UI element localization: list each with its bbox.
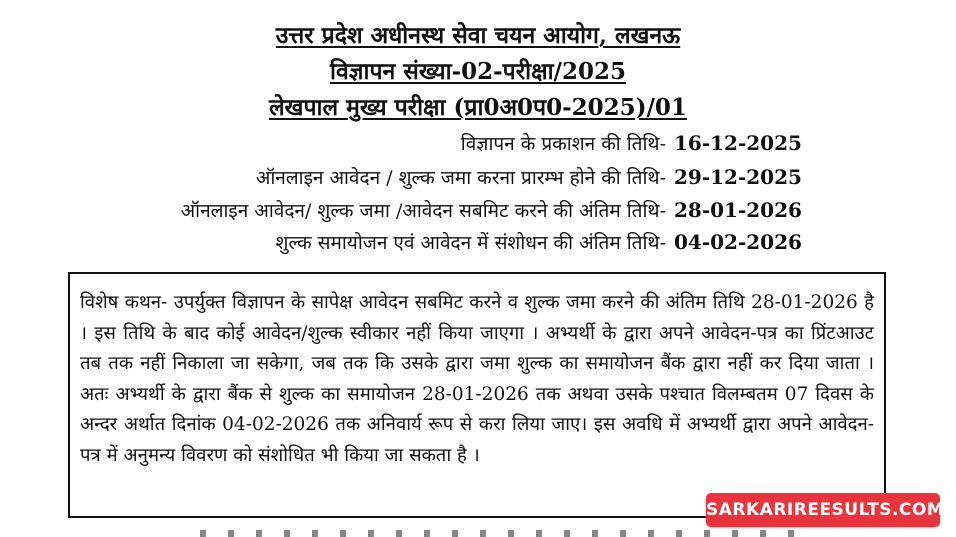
header-advertisement-number: विज्ञापन संख्या-02-परीक्षा/2025 bbox=[330, 58, 626, 85]
special-notice-text: विशेष कथन- उपर्युक्त विज्ञापन के सापेक्ष आवेदन सबमिट करने व शुल्क जमा करने की अंतिम तिथि 28-01-2026 है । इस तिथि के बाद कोई आवेदन/शुल्क स्वीकार नहीं किया जाएगा । अभ्यर्थी के द्वारा अपने आवेदन-पत्र का प्रिंटआउट तब तक नहीं निकाला जा सकेगा, जब तक कि उसके द्वारा जमा शुल्क का समायोजन बैंक द्वारा नहीं कर दिया जाता । अतः अभ्यर्थी के द्वारा बैंक से शुल्क का समायोजन 28-01-2026 तक अथवा उसके पश्चात विलम्बतम 07 दिवस के अन्दर अर्थात दिनांक 04-02-2026 तक अनिवार्य रूप से करा लिया जाए। इस अवधि में अभ्यर्थी द्वारा अपने आवेदन-पत्र में अनुमन्य विवरण को संशोधित भी किया जा सकता है । bbox=[80, 292, 874, 466]
date-label: शुल्क समायोजन एवं आवेदन में संशोधन की अंतिम तिथि- bbox=[275, 232, 666, 254]
date-row-application-start bbox=[80, 164, 802, 191]
header-commission-name: उत्तर प्रदेश अधीनस्थ सेवा चयन आयोग, लखनऊ bbox=[275, 22, 681, 49]
date-label: ऑनलाइन आवेदन / शुल्क जमा करना प्रारम्भ होने की तिथि- bbox=[255, 167, 666, 189]
date-label: विज्ञापन के प्रकाशन की तिथि- bbox=[460, 133, 666, 155]
date-row-publication bbox=[80, 130, 802, 157]
date-row-application-last bbox=[80, 197, 802, 224]
date-value: 28-01-2026 bbox=[674, 198, 802, 222]
cropped-next-line bbox=[200, 530, 800, 537]
watermark-badge: SARKARIREESULTS.COM bbox=[706, 493, 940, 527]
date-row-correction-last bbox=[80, 229, 802, 256]
header-exam-name: लेखपाल मुख्य परीक्षा (प्रा0अ0प0-2025)/01 bbox=[269, 94, 687, 121]
special-notice-box bbox=[68, 272, 886, 518]
date-value: 16-12-2025 bbox=[674, 131, 802, 155]
date-value: 04-02-2026 bbox=[674, 230, 802, 254]
date-value: 29-12-2025 bbox=[674, 165, 802, 189]
date-label: ऑनलाइन आवेदन/ शुल्क जमा /आवेदन सबमिट करने की अंतिम तिथि- bbox=[180, 200, 666, 222]
